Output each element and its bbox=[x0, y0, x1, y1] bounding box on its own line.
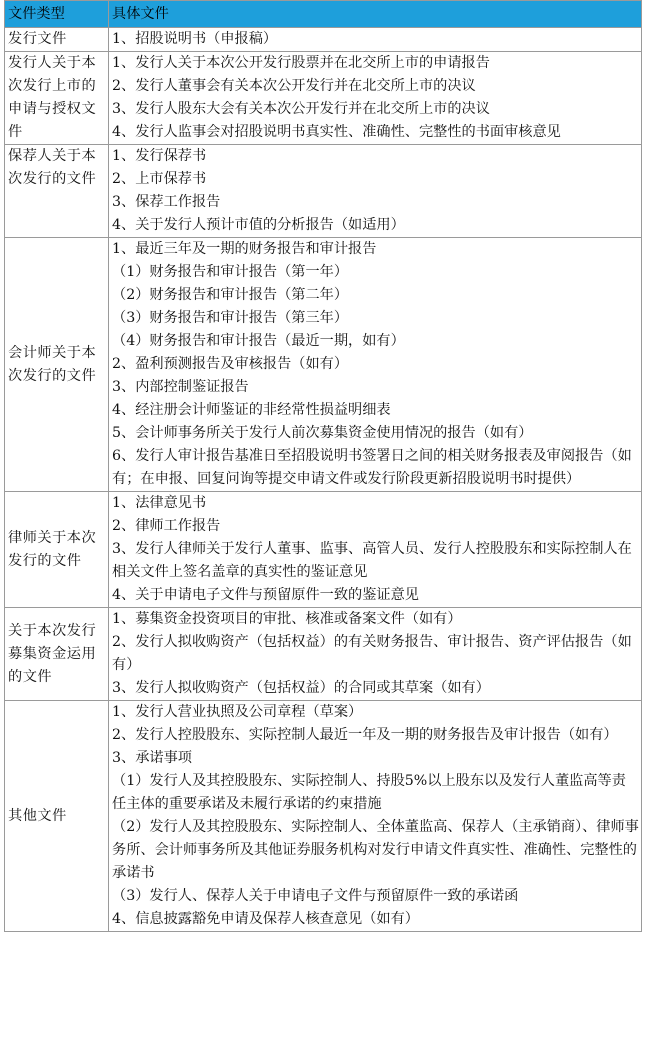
list-item: 3、内部控制鉴证报告 bbox=[112, 379, 249, 395]
list-item: 3、发行人股东大会有关本次公开发行并在北交所上市的决议 bbox=[112, 101, 490, 117]
list-item: 6、发行人审计报告基准日至招股说明书签署日之间的相关财务报表及审阅报告（如有；在申报、回复问询等提交申请文件或发行阶段更新招股说明书时提供） bbox=[112, 448, 632, 487]
list-item: 2、发行人拟收购资产（包括权益）的有关财务报告、审计报告、资产评估报告（如有） bbox=[112, 634, 632, 673]
list-item: 1、最近三年及一期的财务报告和审计报告 bbox=[112, 241, 377, 257]
table-row bbox=[5, 492, 642, 608]
table-row bbox=[5, 52, 642, 145]
file-detail-cell bbox=[109, 701, 642, 932]
file-detail-cell bbox=[109, 608, 642, 701]
list-item: 2、发行人控股股东、实际控制人最近一年及一期的财务报告及审计报告（如有） bbox=[112, 727, 618, 743]
list-item: 4、信息披露豁免申请及保荐人核查意见（如有） bbox=[112, 911, 419, 927]
header-row bbox=[5, 1, 642, 28]
file-type-cell bbox=[5, 238, 109, 492]
file-detail-cell bbox=[109, 145, 642, 238]
table-row bbox=[5, 608, 642, 701]
table-row bbox=[5, 145, 642, 238]
file-detail-cell bbox=[109, 238, 642, 492]
file-type-cell bbox=[5, 145, 109, 238]
file-detail-cell bbox=[109, 492, 642, 608]
file-type-label: 会计师关于本次发行的文件 bbox=[8, 344, 97, 384]
list-item: （1）发行人及其控股股东、实际控制人、持股5%以上股东以及发行人董监高等责任主体的重要承诺及未履行承诺的约束措施 bbox=[112, 773, 626, 812]
file-type-label: 保荐人关于本次发行的文件 bbox=[8, 148, 97, 187]
file-type-cell bbox=[5, 28, 109, 52]
file-type-cell bbox=[5, 608, 109, 701]
list-item: 4、关于发行人预计市值的分析报告（如适用） bbox=[112, 217, 405, 233]
header-file-detail: 具体文件 bbox=[109, 1, 642, 28]
list-item: （1）财务报告和审计报告（第一年） bbox=[112, 264, 349, 280]
file-type-label: 其他文件 bbox=[8, 807, 67, 824]
list-item: （2）财务报告和审计报告（第二年） bbox=[112, 287, 349, 303]
file-type-label: 发行文件 bbox=[8, 31, 67, 47]
file-detail-cell bbox=[109, 52, 642, 145]
list-item: 5、会计师事务所关于发行人前次募集资金使用情况的报告（如有） bbox=[112, 425, 533, 441]
list-item: 1、发行人关于本次公开发行股票并在北交所上市的申请报告 bbox=[112, 55, 490, 71]
table-row bbox=[5, 28, 642, 52]
header-file-type: 文件类型 bbox=[5, 1, 109, 28]
list-item: （2）发行人及其控股股东、实际控制人、全体董监高、保荐人（主承销商）、律师事务所、会计师事务所及其他证券服务机构对发行申请文件真实性、准确性、完整性的承诺书 bbox=[112, 819, 639, 881]
list-item: （4）财务报告和审计报告（最近一期，如有） bbox=[112, 333, 405, 349]
list-item: 1、发行人营业执照及公司章程（草案） bbox=[112, 704, 363, 720]
document-table bbox=[4, 0, 642, 932]
list-item: 4、关于申请电子文件与预留原件一致的鉴证意见 bbox=[112, 587, 419, 603]
list-item: 2、盈利预测报告及审核报告（如有） bbox=[112, 356, 349, 372]
file-type-cell bbox=[5, 701, 109, 932]
list-item: 2、发行人董事会有关本次公开发行并在北交所上市的决议 bbox=[112, 78, 476, 94]
list-item: 3、发行人律师关于发行人董事、监事、高管人员、发行人控股股东和实际控制人在相关文件上签名盖章的真实性的鉴证意见 bbox=[112, 541, 632, 580]
list-item: 1、发行保荐书 bbox=[112, 148, 207, 164]
list-item: 4、发行人监事会对招股说明书真实性、准确性、完整性的书面审核意见 bbox=[112, 124, 561, 140]
list-item: （3）发行人、保荐人关于申请电子文件与预留原件一致的承诺函 bbox=[112, 888, 519, 904]
list-item: 2、律师工作报告 bbox=[112, 518, 221, 534]
table-row bbox=[5, 238, 642, 492]
list-item: （3）财务报告和审计报告（第三年） bbox=[112, 310, 349, 326]
list-item: 1、招股说明书（申报稿） bbox=[112, 31, 278, 47]
list-item: 3、保荐工作报告 bbox=[112, 194, 221, 210]
file-type-cell bbox=[5, 492, 109, 608]
list-item: 1、法律意见书 bbox=[112, 495, 207, 511]
file-type-cell bbox=[5, 52, 109, 145]
file-type-label: 律师关于本次发行的文件 bbox=[8, 529, 97, 569]
file-type-label: 发行人关于本次发行上市的申请与授权文件 bbox=[8, 55, 97, 140]
list-item: 2、上市保荐书 bbox=[112, 171, 207, 187]
list-item: 4、经注册会计师鉴证的非经常性损益明细表 bbox=[112, 402, 391, 418]
file-type-label: 关于本次发行募集资金运用的文件 bbox=[8, 622, 97, 685]
file-detail-cell bbox=[109, 28, 642, 52]
list-item: 3、发行人拟收购资产（包括权益）的合同或其草案（如有） bbox=[112, 680, 490, 696]
list-item: 1、募集资金投资项目的审批、核准或备案文件（如有） bbox=[112, 611, 462, 627]
list-item: 3、承诺事项 bbox=[112, 750, 192, 766]
table-row bbox=[5, 701, 642, 932]
